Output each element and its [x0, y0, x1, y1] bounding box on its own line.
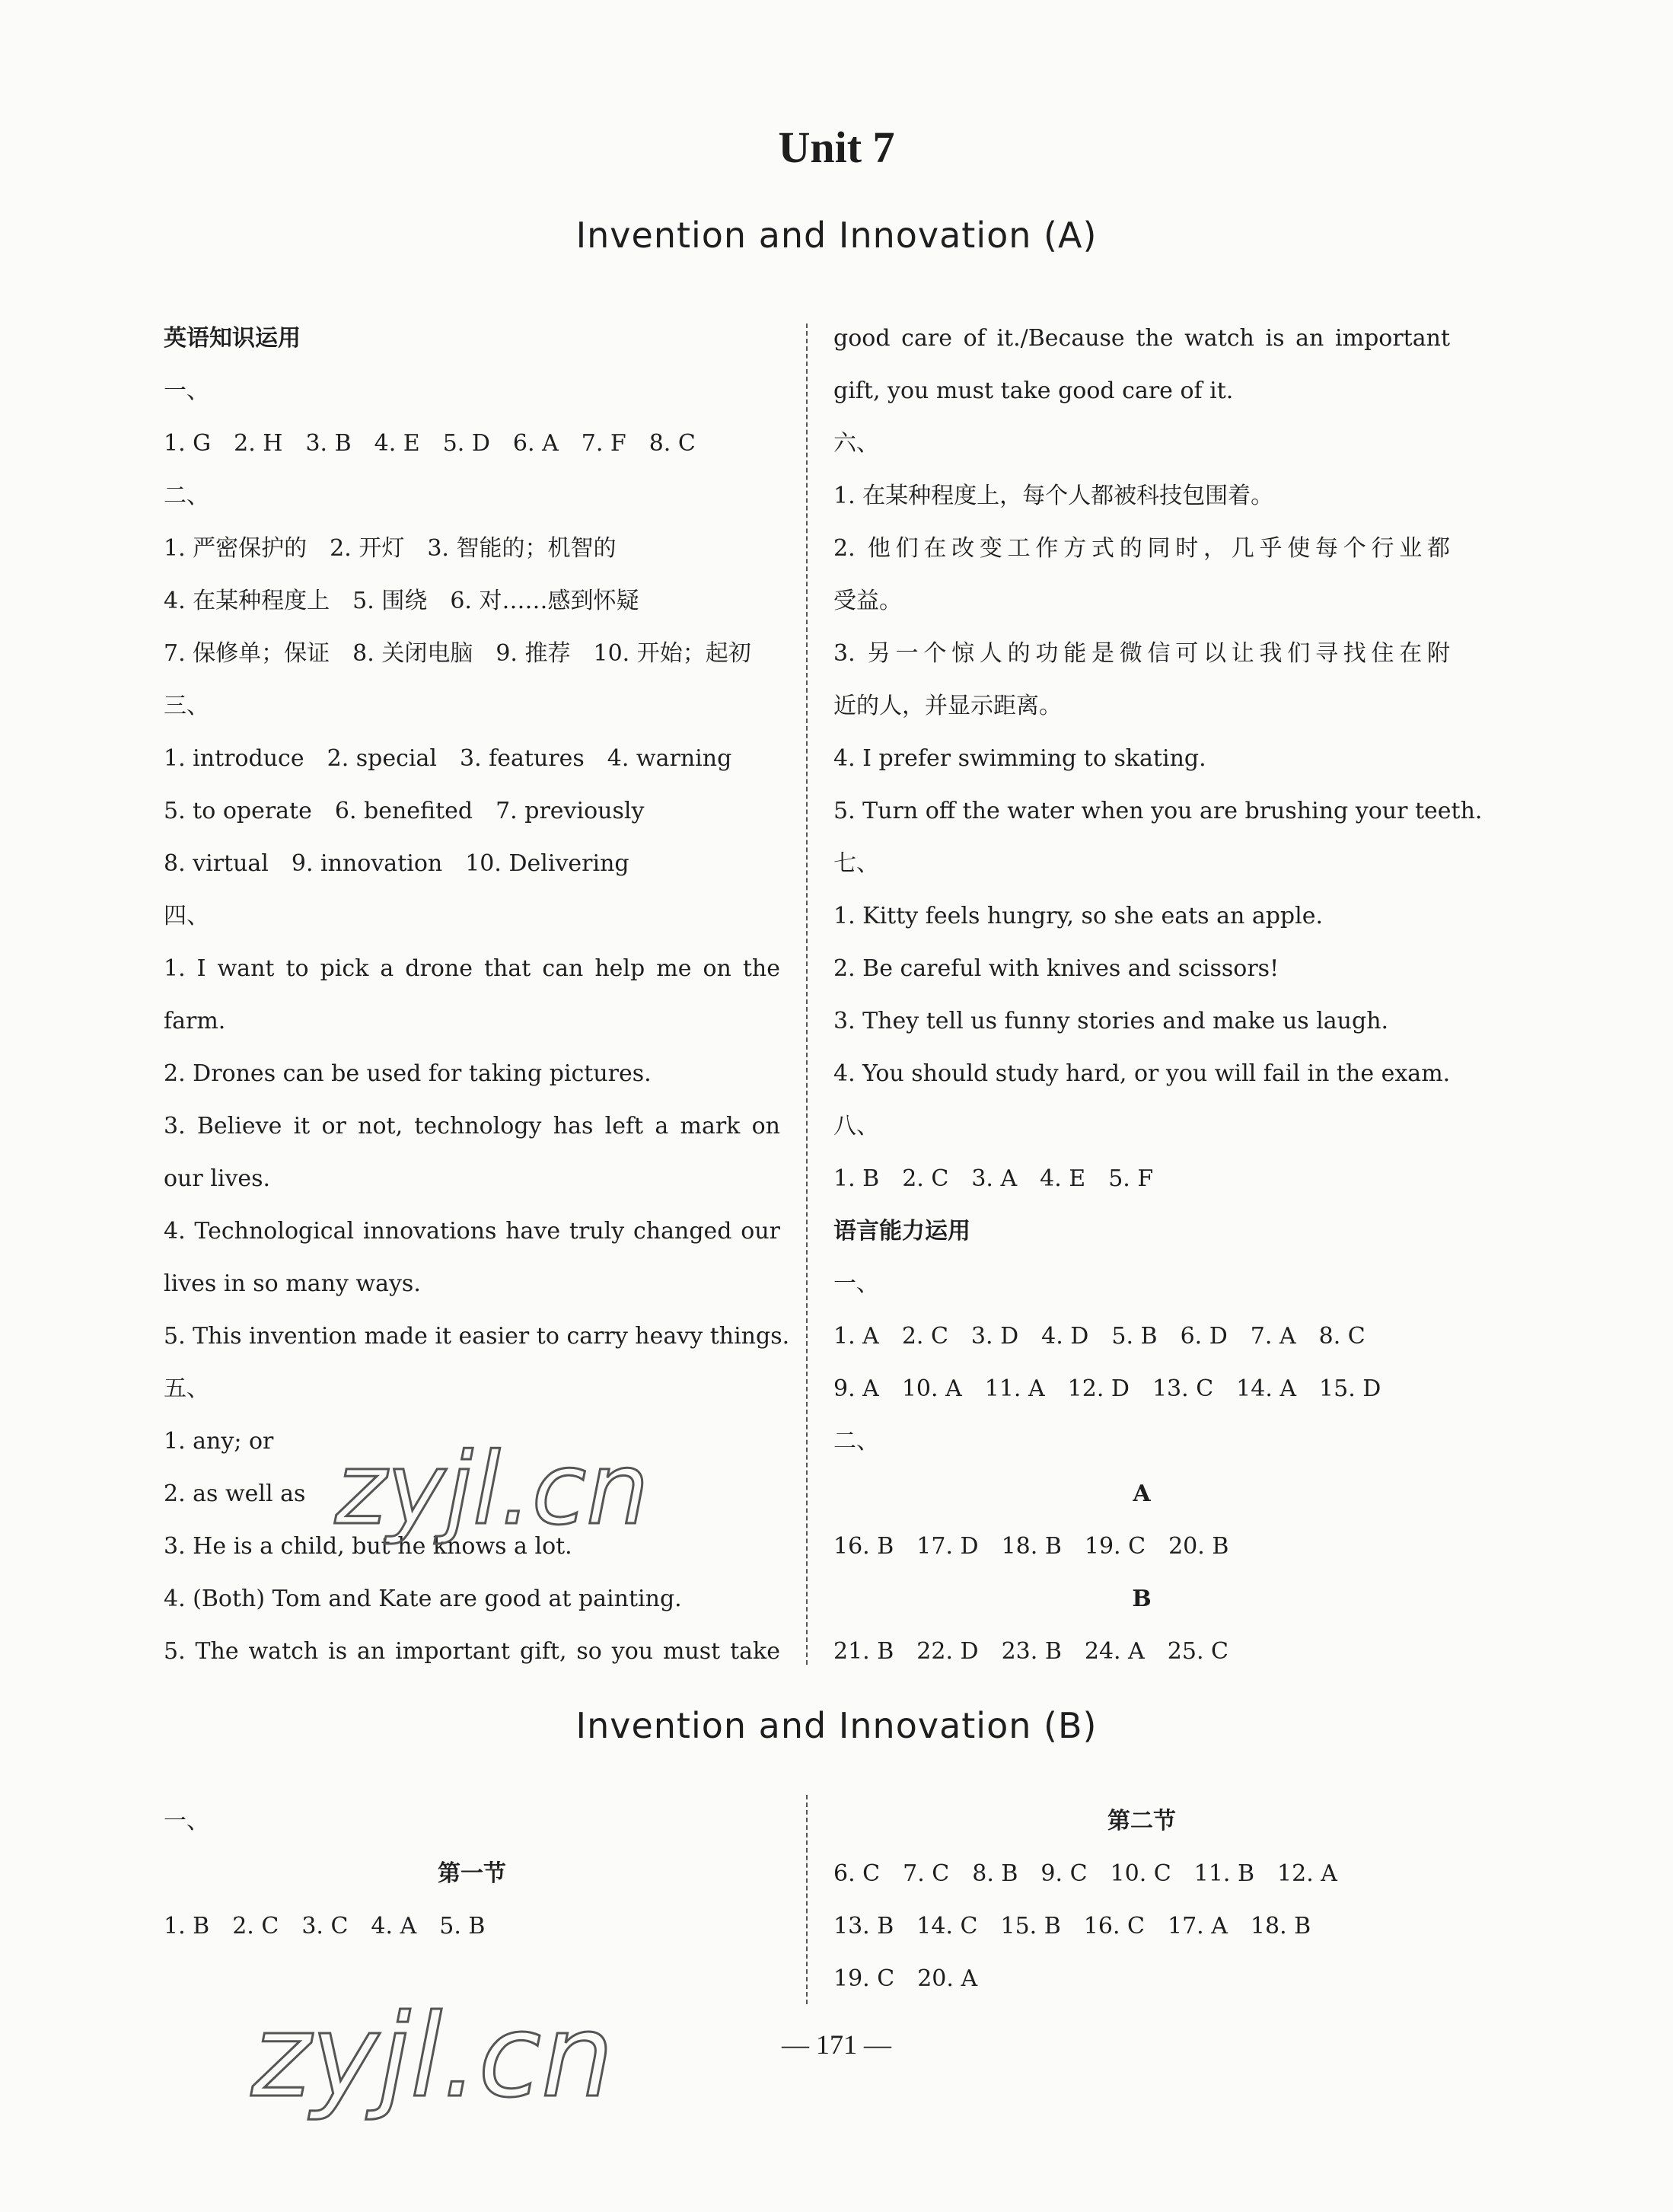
answer-line: 4. I prefer swimming to skating. — [833, 745, 1206, 772]
section-b-title: Invention and Innovation (B) — [575, 1705, 1098, 1746]
answer-line: 4. You should study hard, or you will fail in the exam. — [833, 1060, 1451, 1087]
part-marker: 八、 — [833, 1113, 879, 1139]
answer-line: farm. — [164, 1008, 226, 1034]
part-marker: 七、 — [833, 850, 879, 877]
part-marker: 六、 — [833, 430, 879, 457]
answer-line: 6. C 7. C 8. B 9. C 10. C 11. B 12. A — [833, 1860, 1337, 1887]
part-marker: 一、 — [833, 1270, 879, 1297]
answer-line: 5. The watch is an important gift, so you must take — [164, 1638, 780, 1665]
unit-title: Unit 7 — [778, 123, 895, 172]
part-marker: 四、 — [164, 903, 209, 929]
answer-line: 5. to operate 6. benefited 7. previously — [164, 798, 645, 824]
answer-line: 3. 另一个惊人的功能是微信可以让我们寻找住在附 — [833, 640, 1450, 667]
answer-line: B — [1132, 1586, 1152, 1612]
watermark-logo-bottom: zyjl.cn — [251, 1990, 614, 2123]
answer-line: 3. He is a child, but he knows a lot. — [164, 1533, 572, 1560]
answer-line: 16. B 17. D 18. B 19. C 20. B — [833, 1533, 1229, 1560]
answer-line: 5. Turn off the water when you are brushing your teeth. — [833, 798, 1483, 824]
answer-line: 第二节 — [1107, 1808, 1176, 1834]
b-left-column — [164, 1795, 780, 1952]
answer-line: 3. Believe it or not, technology has left a mark on — [164, 1113, 780, 1139]
b-right-column — [833, 1795, 1450, 2005]
answer-line: 近的人，并显示距离。 — [833, 693, 1062, 719]
answer-line: 1. A 2. C 3. D 4. D 5. B 6. D 7. A 8. C — [833, 1323, 1365, 1350]
answer-line: 3. They tell us funny stories and make us laugh. — [833, 1008, 1389, 1034]
answer-line: 1. B 2. C 3. C 4. A 5. B — [164, 1913, 486, 1939]
part-marker: 五、 — [164, 1375, 209, 1402]
answer-line: 1. 严密保护的 2. 开灯 3. 智能的；机智的 — [164, 535, 617, 562]
answer-line: 2. 他们在改变工作方式的同时，几乎使每个行业都 — [833, 535, 1450, 562]
page-number: — 171 — — [782, 2029, 891, 2060]
answer-line: 4. (Both) Tom and Kate are good at painting. — [164, 1586, 682, 1612]
column-divider — [806, 324, 808, 1665]
column-divider-b — [806, 1795, 808, 2004]
answer-line: lives in so many ways. — [164, 1270, 421, 1297]
answer-line: 8. virtual 9. innovation 10. Delivering — [164, 850, 629, 877]
answer-line: our lives. — [164, 1165, 271, 1192]
answer-line: 1. I want to pick a drone that can help me on the — [164, 955, 780, 982]
part-marker: 一、 — [164, 1808, 209, 1834]
answer-line: 1. any; or — [164, 1428, 274, 1455]
right-column — [833, 312, 1483, 1678]
part-marker: 二、 — [833, 1428, 879, 1455]
answer-line: 2. as well as — [164, 1481, 306, 1507]
watermark-logo: zyjl.cn — [335, 1431, 649, 1547]
answer-line: 2. Drones can be used for taking pictures. — [164, 1060, 652, 1087]
answer-line: 1. 在某种程度上，每个人都被科技包围着。 — [833, 483, 1274, 509]
answer-line: 4. Technological innovations have truly changed our — [164, 1218, 780, 1245]
answer-line: 第一节 — [438, 1860, 506, 1887]
answer-line: 1. G 2. H 3. B 4. E 5. D 6. A 7. F 8. C — [164, 430, 696, 457]
answer-line: 13. B 14. C 15. B 16. C 17. A 18. B — [833, 1913, 1311, 1939]
part-marker: 一、 — [164, 378, 209, 404]
answer-line: 9. A 10. A 11. A 12. D 13. C 14. A 15. D — [833, 1375, 1381, 1402]
part-marker: 二、 — [164, 483, 209, 509]
answer-line: 4. 在某种程度上 5. 围绕 6. 对……感到怀疑 — [164, 588, 639, 614]
answer-line: 19. C 20. A — [833, 1965, 978, 1992]
answer-line: 2. Be careful with knives and scissors! — [833, 955, 1279, 982]
section-heading: 英语知识运用 — [164, 325, 301, 352]
answer-line: A — [1133, 1481, 1151, 1507]
answer-line: 1. Kitty feels hungry, so she eats an apple. — [833, 903, 1323, 929]
answer-line: 7. 保修单；保证 8. 关闭电脑 9. 推荐 10. 开始；起初 — [164, 640, 751, 667]
answer-line: 5. This invention made it easier to carry heavy things. — [164, 1323, 790, 1350]
answer-line: gift, you must take good care of it. — [833, 378, 1234, 404]
answer-line: 1. introduce 2. special 3. features 4. warning — [164, 745, 732, 772]
answer-line: 21. B 22. D 23. B 24. A 25. C — [833, 1638, 1228, 1665]
part-marker: 三、 — [164, 693, 209, 719]
answer-line: 受益。 — [833, 588, 902, 614]
section-a-title: Invention and Innovation (A) — [575, 215, 1098, 256]
answer-line: 1. B 2. C 3. A 4. E 5. F — [833, 1165, 1154, 1192]
section-heading: 语言能力运用 — [833, 1218, 970, 1245]
answer-line: good care of it./Because the watch is an important — [833, 325, 1450, 352]
